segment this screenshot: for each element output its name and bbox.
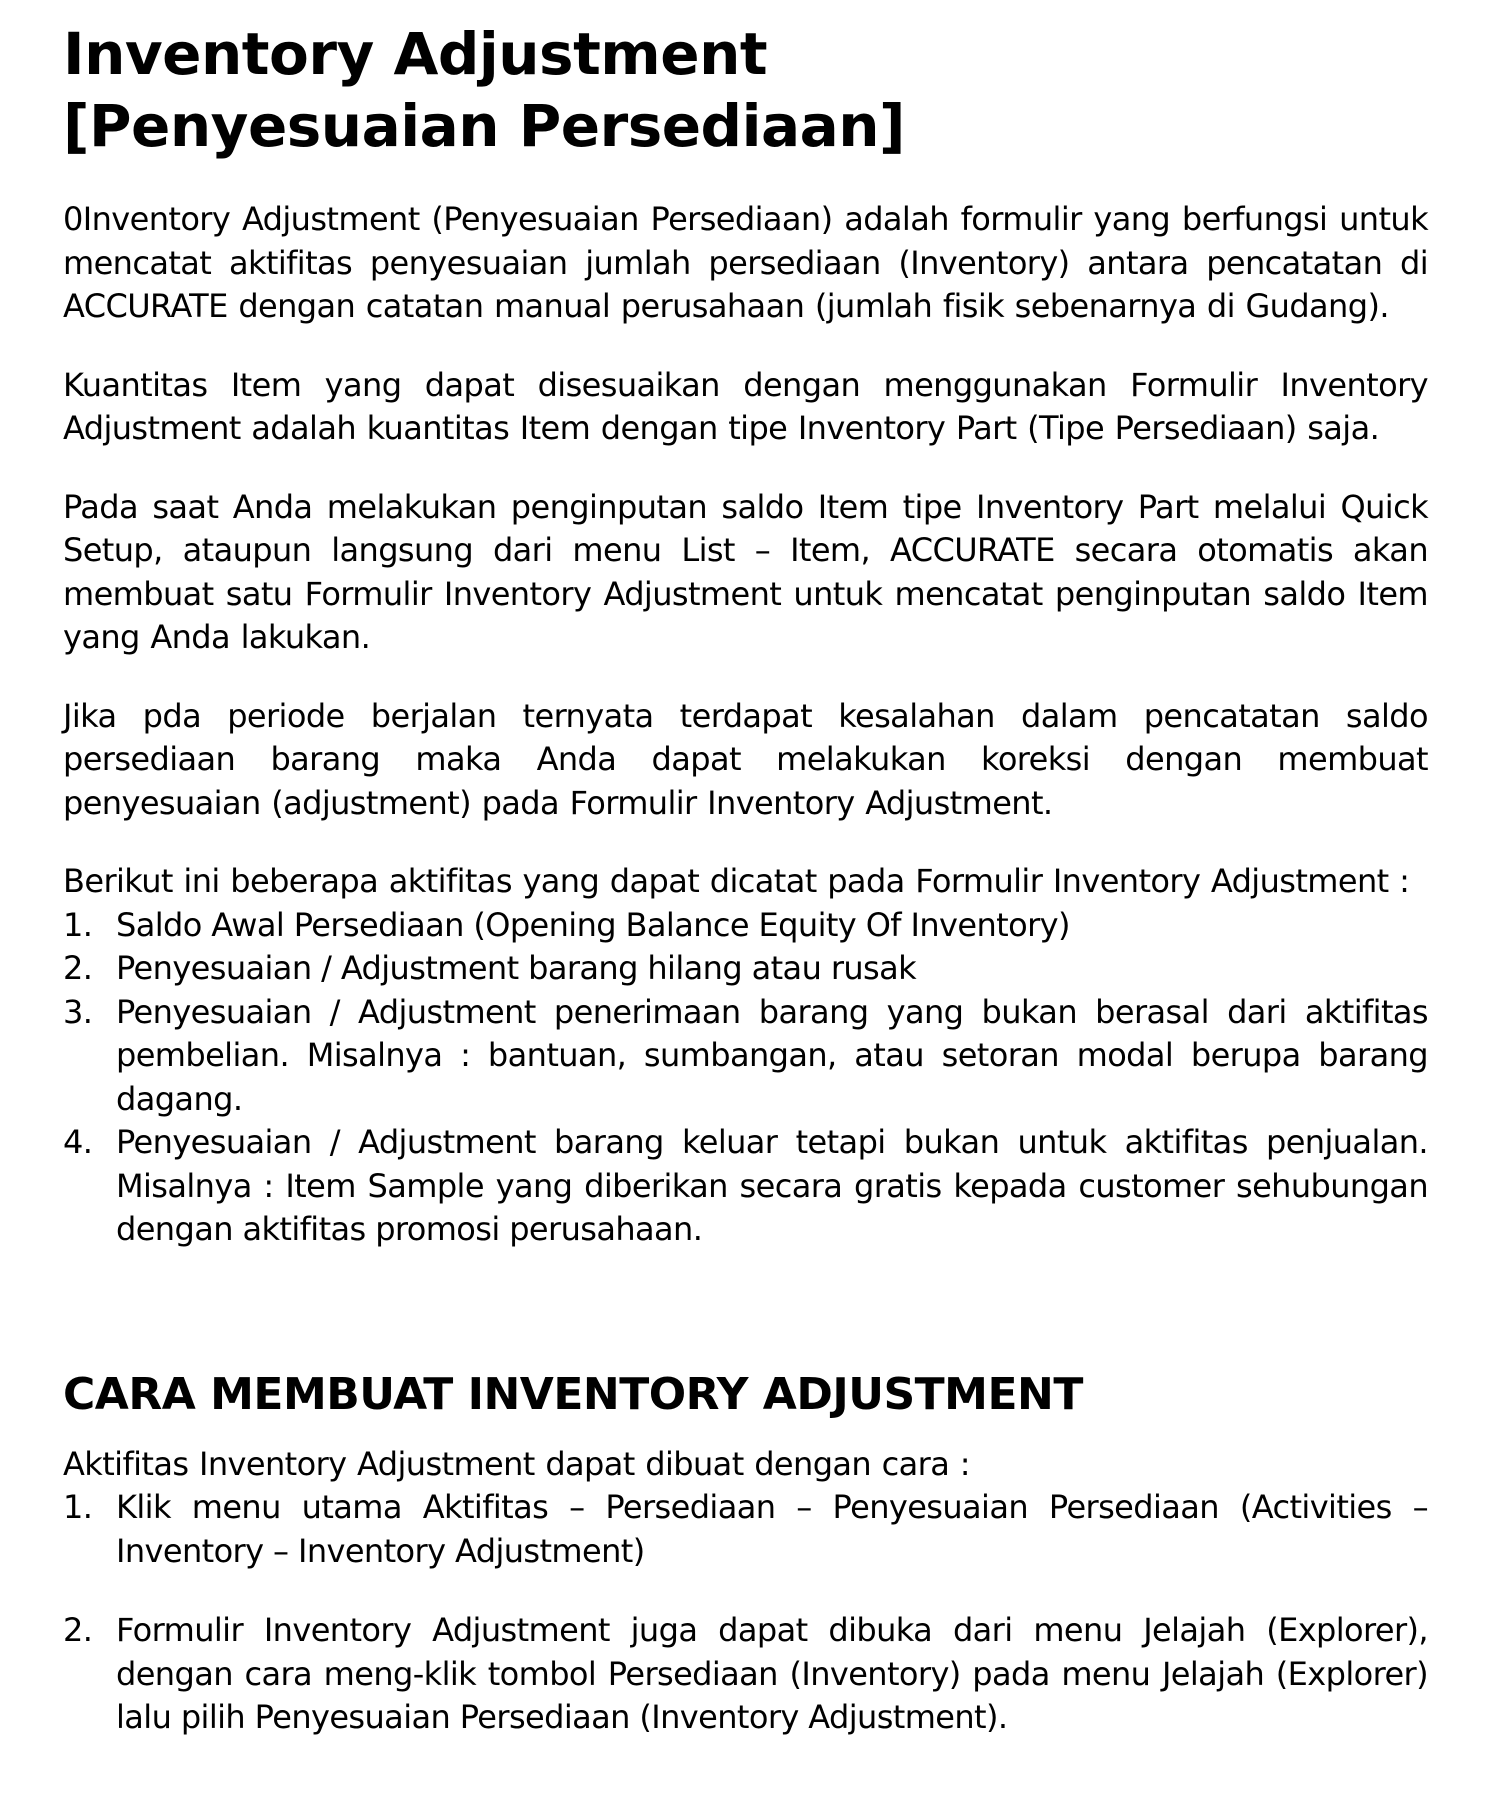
correction-paragraph: Jika pda periode berjalan ternyata terdapat kesalahan dalam pencatatan saldo persediaan barang maka Anda dapat melakukan koreksi dengan membuat penyesuaian (adjustment) pada Formulir Inventory Adjustment. <box>63 696 1428 822</box>
list-number: 1. <box>63 905 93 944</box>
list-number: 2. <box>63 949 93 987</box>
list-item <box>63 947 1428 991</box>
list-text: Saldo Awal Persediaan (Opening Balance Equity Of Inventory) <box>116 905 1070 944</box>
list-item <box>63 1121 1428 1252</box>
activities-intro: Berikut ini beberapa aktifitas yang dapat dicatat pada Formulir Inventory Adjustment : <box>63 862 1410 900</box>
activities-list <box>63 904 1428 1252</box>
list-text: Klik menu utama Aktifitas – Persediaan – Penyesuaian Persediaan (Activities – Inventory – Inventory Adjustment) <box>116 1488 1428 1570</box>
list-text: Formulir Inventory Adjustment juga dapat dibuka dari menu Jelajah (Explorer), dengan cara meng-klik tombol Persediaan (Inventory) pada menu Jelajah (Explorer) lalu pilih Penyesuaian Persediaan (Inventory Adjustment). <box>116 1611 1428 1736</box>
item-quantity-paragraph: Kuantitas Item yang dapat disesuaikan dengan menggunakan Formulir Inventory Adjustment adalah kuantitas Item dengan tipe Inventory Part (Tipe Persediaan) saja. <box>63 365 1428 447</box>
list-item <box>63 1609 1428 1740</box>
list-item <box>63 991 1428 1122</box>
section-heading: CARA MEMBUAT INVENTORY ADJUSTMENT <box>63 1368 1083 1420</box>
list-text: Penyesuaian / Adjustment barang hilang atau rusak <box>116 949 917 987</box>
steps-intro: Aktifitas Inventory Adjustment dapat dibuat dengan cara : <box>63 1444 970 1483</box>
list-item <box>63 1486 1428 1573</box>
list-number: 2. <box>63 1611 93 1649</box>
list-item <box>63 904 1428 948</box>
list-text: Penyesuaian / Adjustment barang keluar tetapi bukan untuk aktifitas penjualan. Misalnya : Item Sample yang diberikan secara gratis kepada customer sehubungan dengan aktifitas promosi perusahaan. <box>116 1123 1428 1248</box>
title-line-2: [Penyesuaian Persediaan] <box>63 92 906 160</box>
steps-list <box>63 1486 1428 1740</box>
intro-paragraph: 0Inventory Adjustment (Penyesuaian Persediaan) adalah formulir yang berfungsi untuk mencatat aktifitas penyesuaian jumlah persediaan (Inventory) antara pencatatan di ACCURATE dengan catatan manual perusahaan (jumlah fisik sebenarnya di Gudang). <box>63 200 1428 325</box>
list-number: 1. <box>63 1488 93 1526</box>
list-number: 4. <box>63 1123 93 1161</box>
list-text: Penyesuaian / Adjustment penerimaan barang yang bukan berasal dari aktifitas pembelian. Misalnya : bantuan, sumbangan, atau setoran modal berupa barang dagang. <box>116 992 1428 1118</box>
document-title <box>63 18 1428 162</box>
list-number: 3. <box>63 992 93 1031</box>
auto-adjustment-paragraph: Pada saat Anda melakukan penginputan saldo Item tipe Inventory Part melalui Quick Setup, ataupun langsung dari menu List – Item, ACCURATE secara otomatis akan membuat satu Formulir Inventory Adjustment untuk mencatat penginputan saldo Item yang Anda lakukan. <box>63 487 1428 656</box>
title-line-1: Inventory Adjustment <box>63 20 768 88</box>
